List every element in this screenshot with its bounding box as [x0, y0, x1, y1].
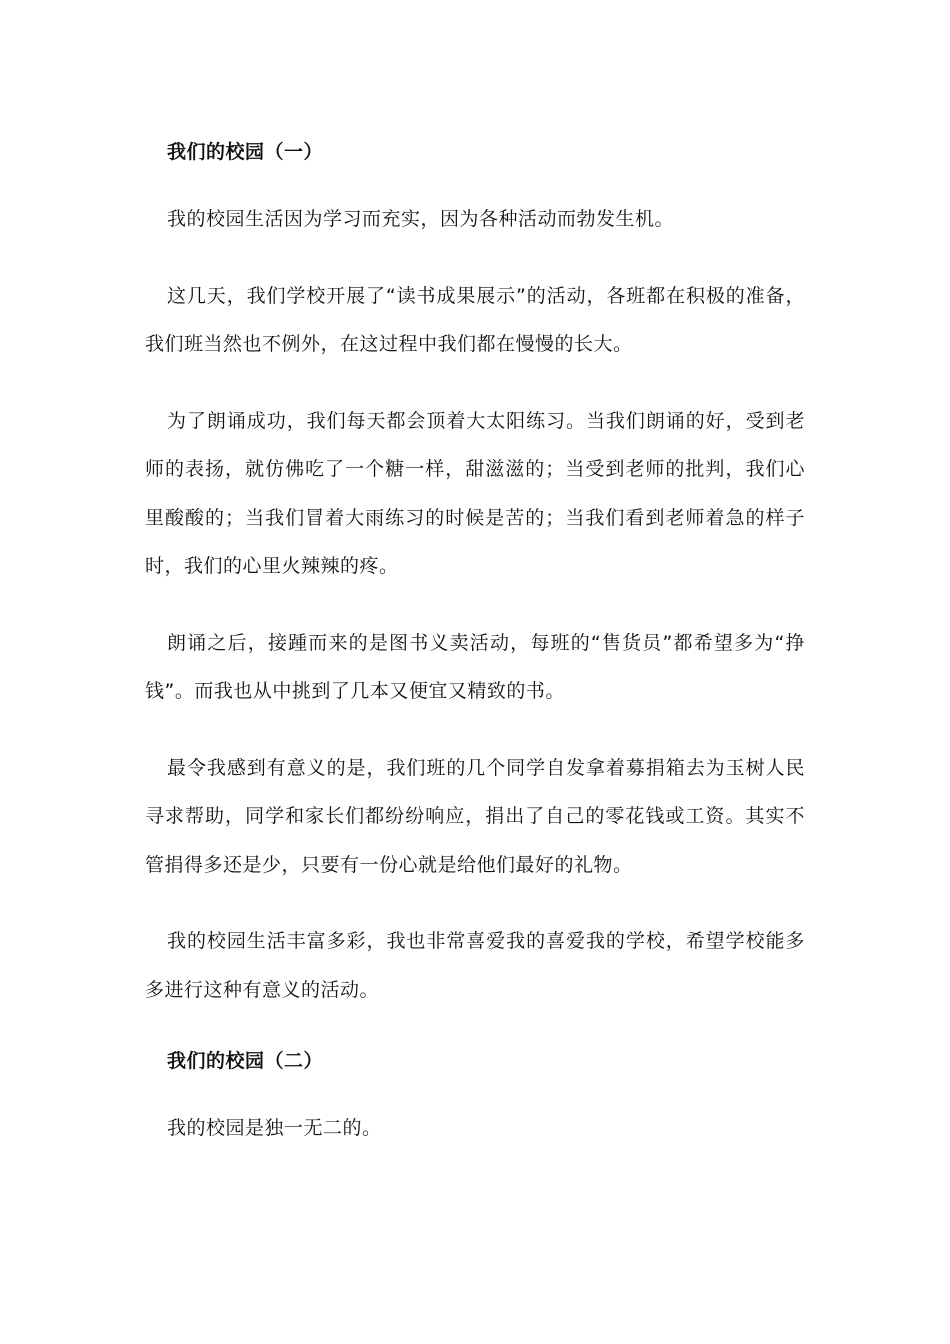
section-title-2: 我们的校园（二）: [167, 1050, 324, 1072]
document-page: [145, 133, 805, 1153]
section-title-1: 我们的校园（一）: [167, 141, 324, 163]
paragraph-1-5: 最令我感到有意义的是，我们班的几个同学自发拿着募捐箱去为玉树人民寻求帮助，同学和家长们都纷纷响应，捐出了自己的零花钱或工资。其实不管捐得多还是少，只要有一份心就是给他们最好的礼物。: [145, 756, 805, 876]
paragraph-1-2: 这几天，我们学校开展了“读书成果展示”的活动，各班都在积极的准备，我们班当然也不例外，在这过程中我们都在慢慢的长大。: [145, 284, 805, 355]
paragraph-1-3: 为了朗诵成功，我们每天都会顶着大太阳练习。当我们朗诵的好，受到老师的表扬，就仿佛吃了一个糖一样，甜滋滋的；当受到老师的批判，我们心里酸酸的；当我们冒着大雨练习的时候是苦的；当我们看到老师着急的样子时，我们的心里火辣辣的疼。: [145, 409, 805, 577]
paragraph-2-1: 我的校园是独一无二的。: [167, 1117, 382, 1139]
paragraph-1-4: 朗诵之后，接踵而来的是图书义卖活动，每班的“售货员”都希望多为“挣钱”。而我也从中挑到了几本又便宜又精致的书。: [145, 631, 805, 702]
paragraph-1-1: 我的校园生活因为学习而充实，因为各种活动而勃发生机。: [167, 208, 675, 230]
paragraph-1-6: 我的校园生活丰富多彩，我也非常喜爱我的喜爱我的学校，希望学校能多多进行这种有意义的活动。: [145, 930, 805, 1001]
